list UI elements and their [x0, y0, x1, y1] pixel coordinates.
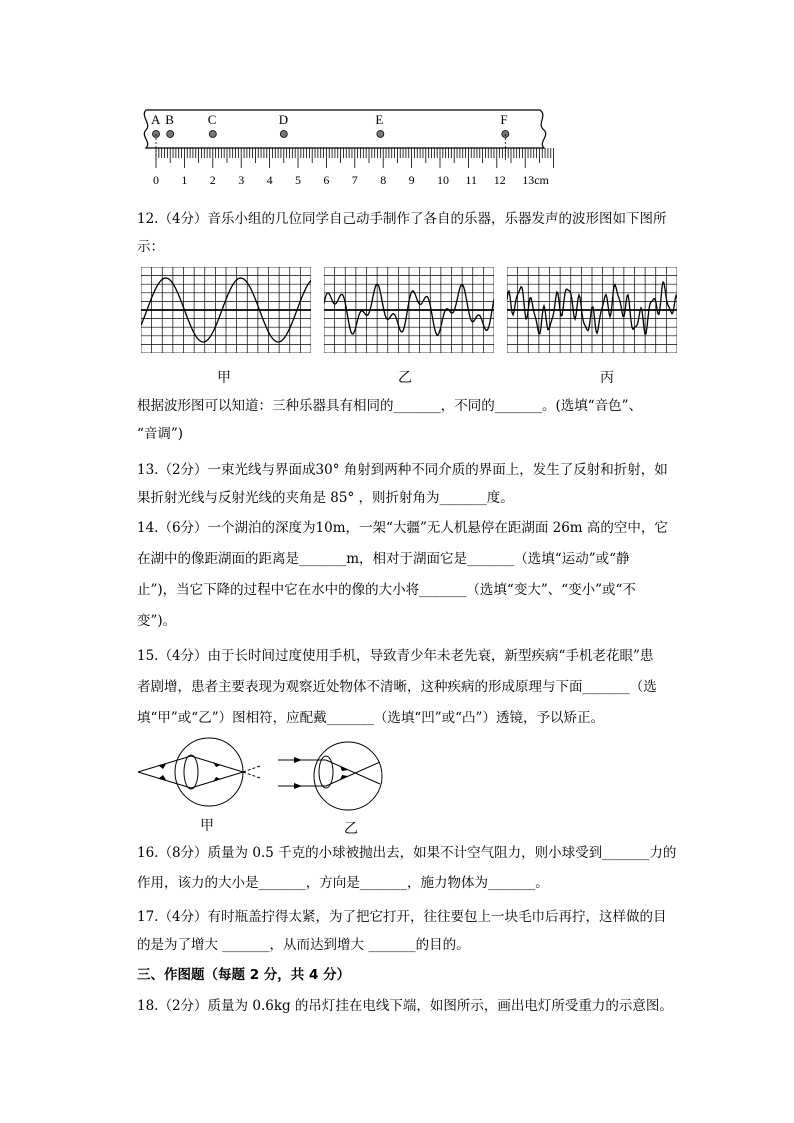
q16-text-2: 作用，该力的大小是_______，方向是_______，施力物体为_______。: [137, 875, 549, 891]
waveform-bing: [507, 267, 677, 353]
q14-text-1: 14.（6分）一个湖泊的深度为10m，一架“大疆”无人机悬停在距湖面 26m 高的空中，它: [137, 520, 668, 536]
ruler-tick-label: 2: [209, 173, 216, 187]
ruler-point-label: B: [165, 112, 174, 127]
waveform-jia: [141, 267, 311, 353]
q15-text-2: 者剧增，患者主要表现为观察近处物体不清晰，这种疾病的形成原理与下面_______（选: [137, 679, 657, 695]
ruler-point-b: [167, 131, 174, 138]
q14-text-2: 在湖中的像距湖面的距离是_______m，相对于湖面它是_______（选填“运动”或“静: [137, 551, 630, 567]
q12-text-1: 12.（4分）音乐小组的几位同学自己动手制作了各自的乐器，乐器发声的波形图如下图所: [137, 211, 667, 227]
ruler-point-label: F: [500, 112, 508, 127]
q12-text-2: 示：: [137, 239, 164, 255]
eye-diagram-jia: [136, 734, 272, 810]
ruler-tick-label: 5: [295, 173, 301, 187]
ruler-tick-label: 3: [238, 173, 245, 187]
caption-jia: 甲: [217, 370, 231, 386]
ruler-tick-label: 0: [153, 173, 159, 187]
ruler-tick-label: 4: [266, 173, 273, 187]
ruler-point-label: A: [151, 112, 161, 127]
q17-text-1: 17.（4分）有时瓶盖拧得太紧，为了把它打开，往往要包上一块毛巾后再拧，这样做的目: [137, 909, 667, 925]
q12-text-4: “音调”): [137, 426, 184, 442]
q12-text-3: 根据波形图可以知道：三种乐器具有相同的_______，不同的_______。(选填“音色”、: [137, 398, 643, 414]
ruler-tick-label: 6: [323, 173, 330, 187]
caption-bing: 丙: [600, 370, 614, 386]
q18-text-1: 18.（2分）质量为 0.6kg 的吊灯挂在电线下端，如图所示，画出电灯所受重力的示意图。: [137, 998, 673, 1014]
caption-eye-jia: 甲: [200, 818, 214, 834]
q13-text-1: 13.（2分）一束光线与界面成30° 角射到两种不同介质的界面上，发生了反射和折射，如: [137, 462, 668, 478]
ruler-tick-label: 12: [493, 173, 506, 187]
ruler-tick-label: 9: [408, 173, 415, 187]
q15-text-1: 15.（4分）由于长时间过度使用手机，导致青少年未老先衰，新型疾病“手机老花眼”患: [137, 648, 654, 664]
q14-text-4: 变”)。: [137, 613, 177, 629]
ruler-tick-label: 1: [181, 173, 188, 187]
ruler-tick-label: 7: [351, 173, 358, 187]
q14-text-3: 止”)，当它下降的过程中它在水中的像的大小将_______（选填“变大”、“变小”或“不: [137, 582, 636, 598]
q16-text-1: 16.（8分）质量为 0.5 千克的小球被抛出去，如果不计空气阻力，则小球受到_______力的: [137, 845, 677, 861]
q15-text-3: 填“甲”或“乙”）图相符，应配戴_______（选填“凹”或“凸”）透镜，予以矫正。: [137, 710, 604, 726]
q17-text-2: 的是为了增大 _______，从而达到增大 _______的目的。: [137, 937, 470, 953]
ruler-tick-label: 13cm: [522, 173, 549, 187]
caption-eye-yi: 乙: [344, 821, 358, 837]
caption-yi: 乙: [398, 370, 412, 386]
section-3-title: 三、作图题（每题 2 分，共 4 分）: [137, 967, 351, 983]
ruler-point-e: [377, 131, 384, 138]
ruler-point-c: [209, 131, 216, 138]
ruler-tick-label: 10: [437, 173, 449, 187]
ruler-point-label: E: [375, 112, 384, 127]
ruler-figure: [138, 104, 556, 190]
waveform-yi: [324, 267, 494, 353]
eye-diagram-yi: [276, 740, 390, 816]
ruler-tick-label: 8: [380, 173, 387, 187]
ruler-point-label: D: [278, 112, 289, 127]
ruler-tick-label: 11: [465, 173, 477, 187]
q13-text-2: 果折射光线与反射光线的夹角是 85° ，则折射角为_______度。: [137, 490, 514, 506]
ruler-point-label: C: [207, 112, 217, 127]
ruler-point-d: [280, 131, 287, 138]
